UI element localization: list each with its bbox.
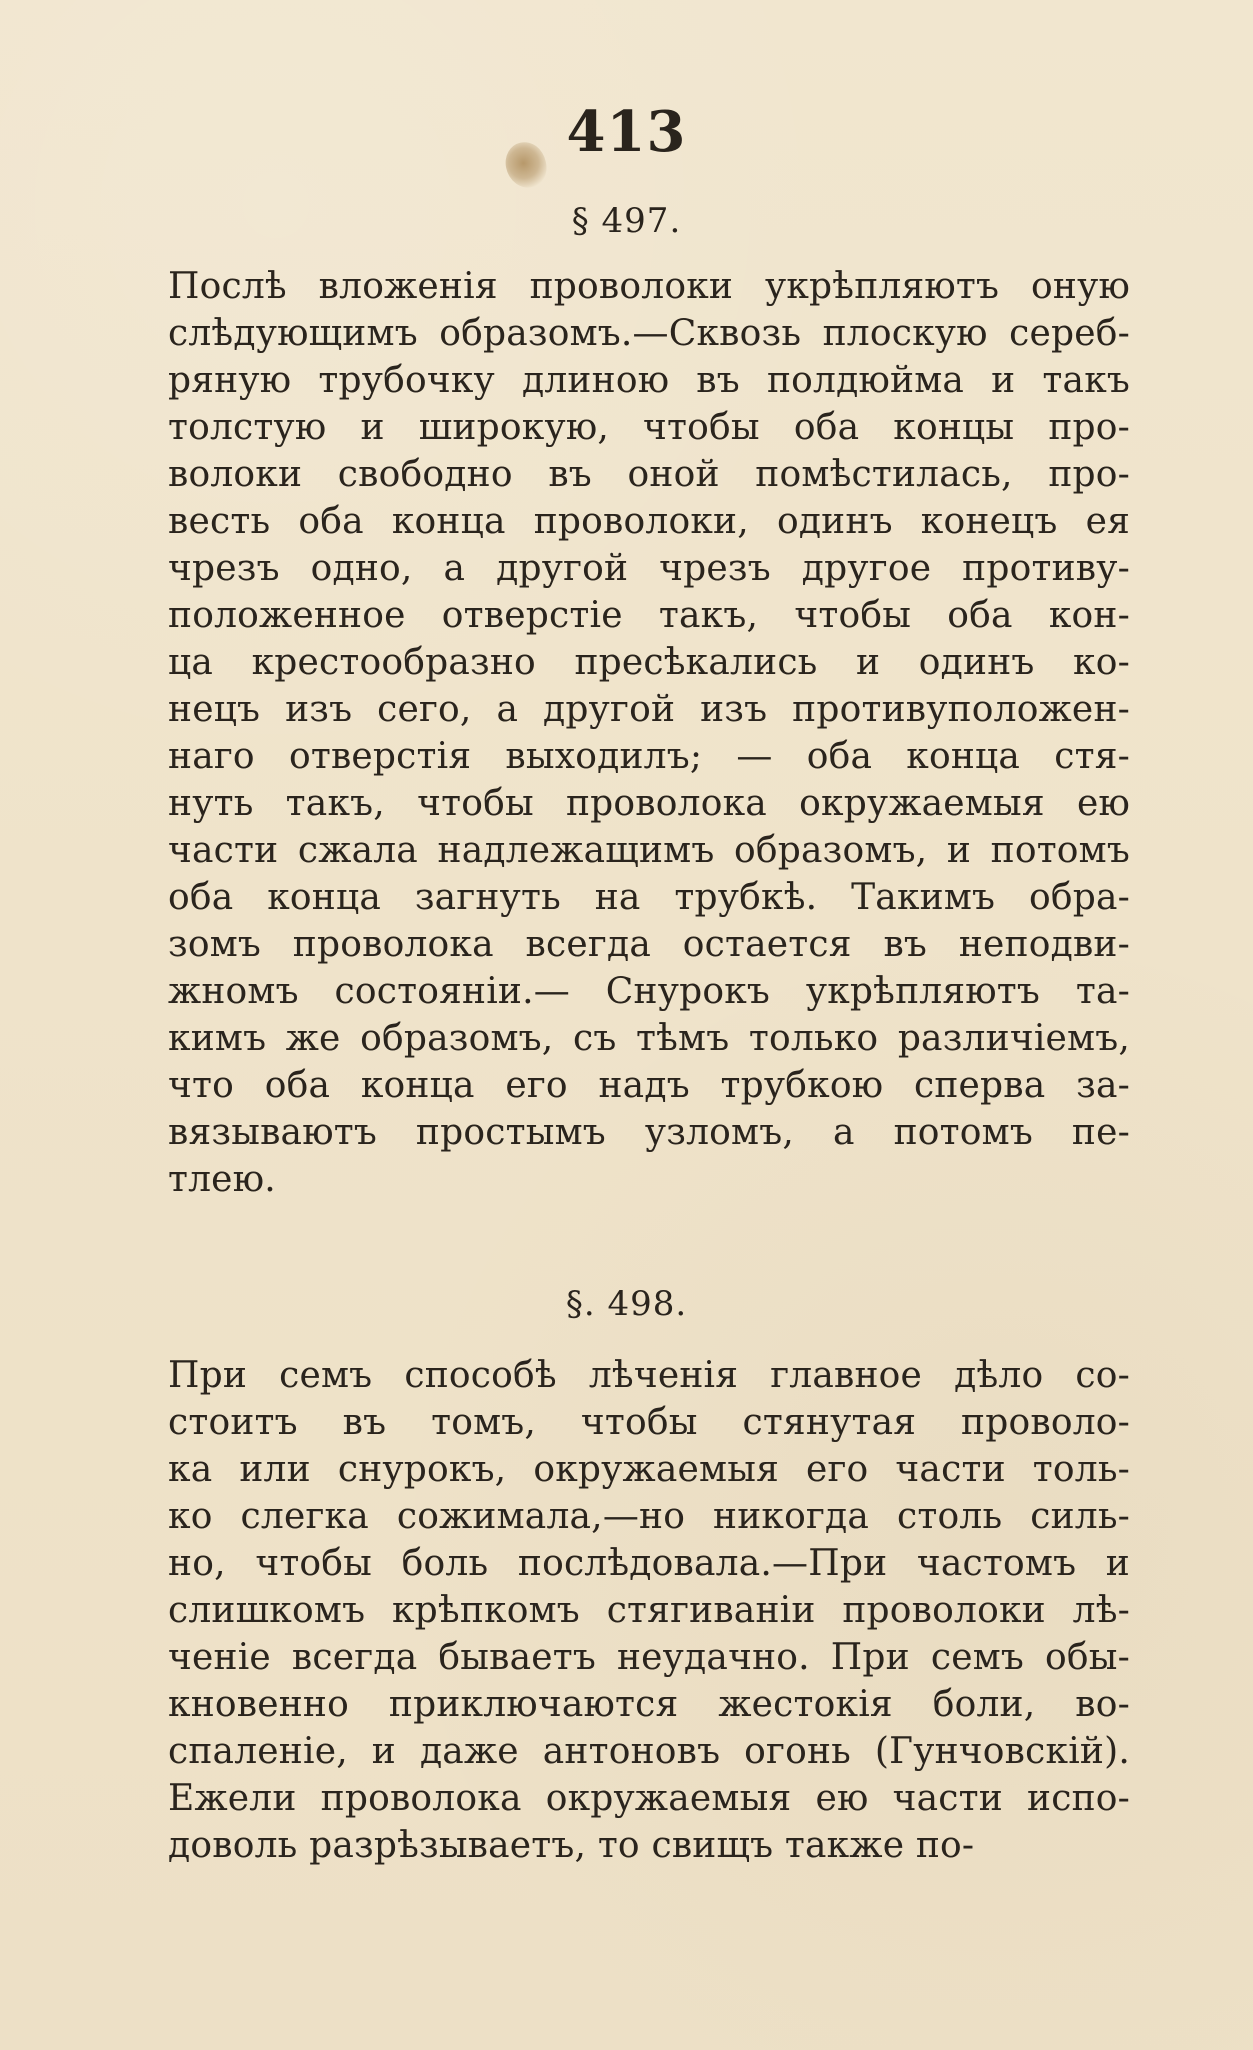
paragraph-line: оба конца загнуть на трубкѣ. Такимъ обра- [168,877,1130,918]
paragraph-line: толстую и широкую, чтобы оба концы про- [168,407,1130,448]
paragraph-line: доволь разрѣзываетъ, то свищъ также по- [168,1825,975,1866]
paragraph-line: кимъ же образомъ, съ тѣмъ только различіемъ, [168,1018,1130,1059]
paragraph-line: волоки свободно въ оной помѣстилась, про- [168,454,1130,495]
paragraph-line: При семъ способѣ лѣченія главное дѣло со- [168,1355,1130,1396]
paragraph-498 [168,1352,1130,1869]
paragraph-line: вязываютъ простымъ узломъ, а потомъ пе- [168,1112,1130,1153]
paragraph-line: нуть такъ, чтобы проволока окружаемыя ею [168,783,1130,824]
page-number: 413 [566,99,687,165]
paragraph-line: тлею. [168,1159,276,1200]
section-heading-497: § 497. [571,201,682,241]
paragraph-line: стоитъ въ томъ, чтобы стянутая проволо- [168,1402,1130,1443]
paragraph-line: что оба конца его надъ трубкою сперва за- [168,1065,1130,1106]
paragraph-line: жномъ состояніи.— Снурокъ укрѣпляютъ та- [168,971,1130,1012]
paragraph-line: наго отверстія выходилъ; — оба конца стя- [168,736,1130,777]
paragraph-line: ка или снурокъ, окружаемыя его части толь- [168,1449,1130,1490]
paragraph-line-with-italic: части сжала надлежащимъ образомъ, и потомъ [168,830,1130,871]
paragraph-line: слѣдующимъ образомъ.—Сквозь плоскую сереб- [168,313,1130,354]
section-heading-498: §. 498. [565,1284,688,1324]
paragraph-line: ца крестообразно пресѣкались и одинъ ко- [168,642,1130,683]
paragraph-line: ченіе всегда бываетъ неудачно. При семъ обы- [168,1637,1130,1678]
paragraph-line: зомъ проволока всегда остается въ неподви- [168,924,1130,965]
paragraph-line: Ежели проволока окружаемыя ею части испо- [168,1778,1130,1819]
paragraph-line: положенное отверстіе такъ, чтобы оба кон- [168,595,1130,636]
paragraph-line: нецъ изъ сего, а другой изъ противуположен- [168,689,1130,730]
paragraph-line: ряную трубочку длиною въ полдюйма и такъ [168,360,1130,401]
paragraph-line: слишкомъ крѣпкомъ стягиваніи проволоки лѣ- [168,1590,1130,1631]
paragraph-497 [168,263,1130,1203]
paragraph-line: весть оба конца проволоки, одинъ конецъ ея [168,501,1130,542]
paragraph-line: чрезъ одно, а другой чрезъ другое противу- [168,548,1130,589]
paragraph-line: но, чтобы боль послѣдовала.—При частомъ и [168,1543,1130,1584]
paragraph-line: спаленіе, и даже антоновъ огонь (Гунчовскій). [168,1731,1130,1772]
paragraph-line: ко слегка сожимала,—но никогда столь силь- [168,1496,1130,1537]
paragraph-line: Послѣ вложенія проволоки укрѣпляютъ оную [168,266,1130,307]
paragraph-line: кновенно приключаются жестокія боли, во- [168,1684,1130,1725]
